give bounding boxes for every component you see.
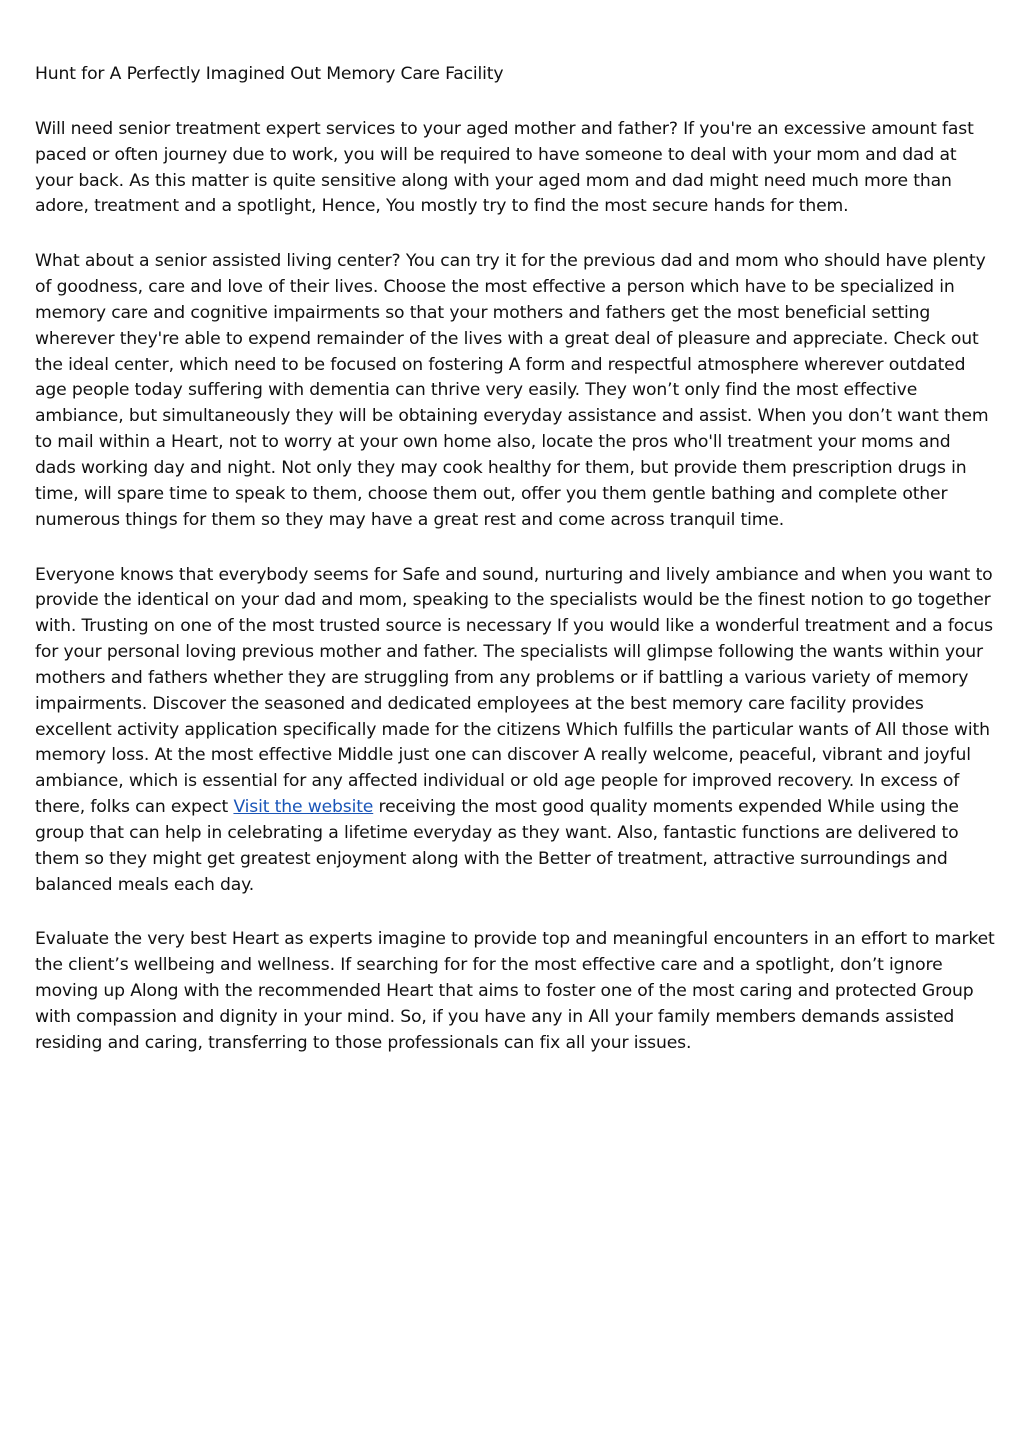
document-title: Hunt for A Perfectly Imagined Out Memory Care Facility: [35, 64, 504, 84]
document-body: [35, 62, 995, 1086]
paragraph-3-text-before-link: Everyone knows that everybody seems for Safe and sound, nurturing and lively ambiance and when you want to provide the identical on your dad and mom, speaking to the specialists would be the finest notion to go together with. Trusting on one of the most trusted source is necessary If you would like a wonderful treatment and a focus for your personal loving previous mother and father. The specialists will glimpse following the wants within your mothers and fathers whether they are struggling from any problems or if battling a various variety of memory impairments. Discover the seasoned and dedicated employees at the best memory care facility provides excellent activity application specifically made for the citizens Which fulfills the particular wants of All those with memory loss. At the most effective Middle just one can discover A really welcome, peaceful, vibrant and joyful ambiance, which is essential for any affected individual or old age people for improved recovery. In excess of there, folks can expect: [35, 564, 993, 818]
paragraph-3-text-after-link: receiving the most good quality moments expended While using the group that can help in celebrating a lifetime everyday as they want. Also, fantastic functions are delivered to them so they might get greatest enjoyment along with the Better of treatment, attractive surroundings and balanced meals each day.: [35, 797, 959, 895]
paragraph-1: Will need senior treatment expert services to your aged mother and father? If you're an excessive amount fast paced or often journey due to work, you will be required to have someone to deal with your mom and dad at your back. As this matter is quite sensitive along with your aged mom and dad might need much more than adore, treatment and a spotlight, Hence, You mostly try to find the most secure hands for them.: [35, 118, 974, 217]
visit-website-link[interactable]: Visit the website: [233, 797, 374, 818]
paragraph-3: [35, 563, 995, 899]
paragraph-2: What about a senior assisted living center? You can try it for the previous dad and mom who should have plenty of goodness, care and love of their lives. Choose the most effective a person which have to be specialized in memory care and cognitive impairments so that your mothers and fathers get the most beneficial setting wherever they're able to expend remainder of the lives with a great deal of pleasure and appreciate. Check out the ideal center, which need to be focused on fostering A form and respectful atmosphere wherever outdated age people today suffering with dementia can thrive very easily. They won’t only find the most effective ambiance, but simultaneously they will be obtaining everyday assistance and assist. When you don’t want them to mail within a Heart, not to worry at your own home also, locate the pros who'll treatment your moms and dads working day and night. Not only they may cook healthy for them, but provide them prescription drugs in time, will spare time to speak to them, choose them out, offer you them gentle bathing and complete other numerous things for them so they may have a great rest and come across tranquil time.: [35, 251, 989, 530]
paragraph-4: Evaluate the very best Heart as experts imagine to provide top and meaningful encounters in an effort to market the client’s wellbeing and wellness. If searching for for the most effective care and a spotlight, don’t ignore moving up Along with the recommended Heart that aims to foster one of the most caring and protected Group with compassion and dignity in your mind. So, if you have any in All your family members demands assisted residing and caring, transferring to those professionals can fix all your issues.: [35, 929, 995, 1053]
